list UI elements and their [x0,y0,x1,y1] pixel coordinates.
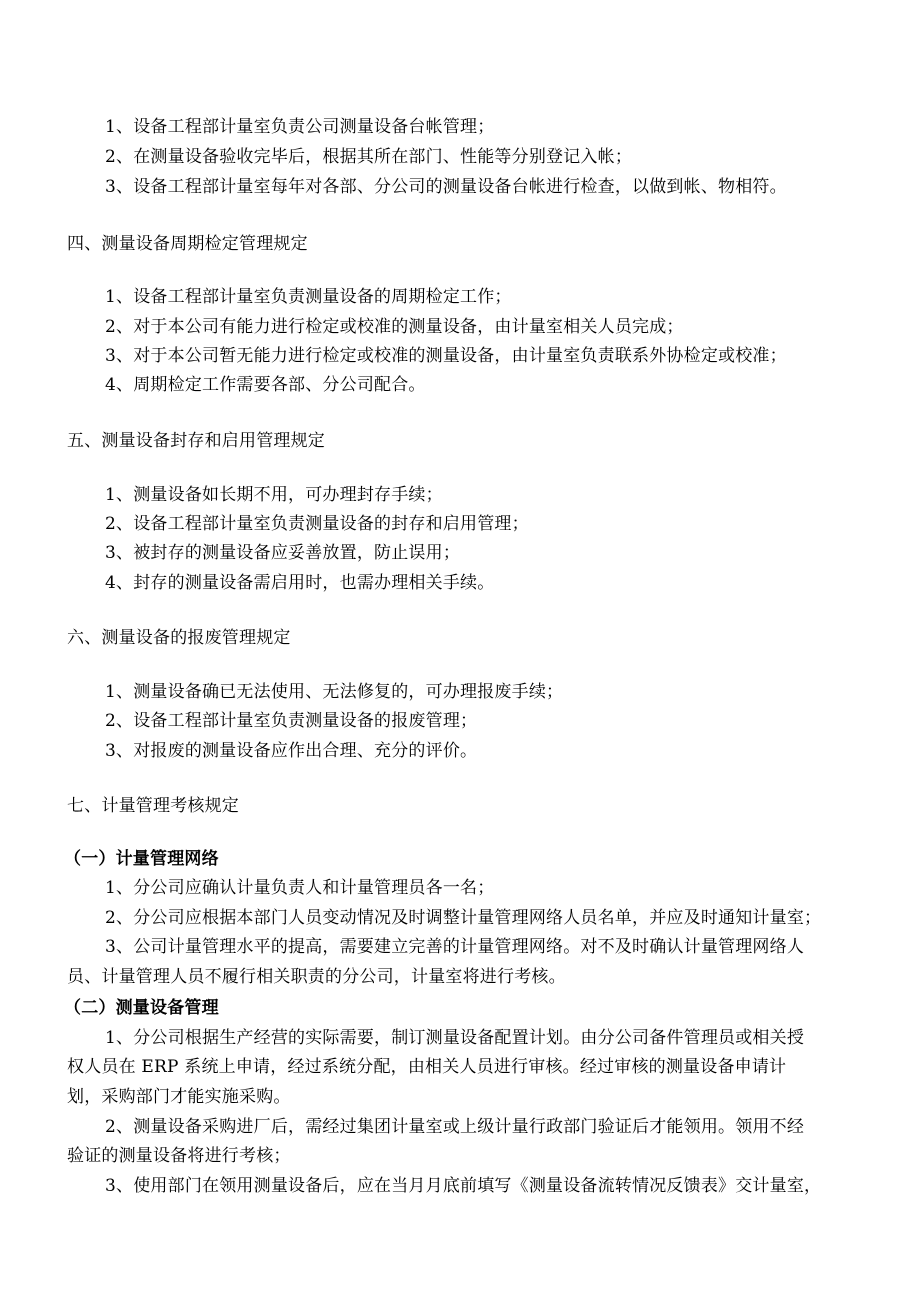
paragraph-line: 1、分公司应确认计量负责人和计量管理员各一名； [105,878,495,898]
paragraph-line: 3、被封存的测量设备应妥善放置，防止误用； [105,543,461,563]
paragraph-line: 2、设备工程部计量室负责测量设备的封存和启用管理； [105,514,529,534]
paragraph-line: 2、在测量设备验收完毕后，根据其所在部门、性能等分别登记入帐； [105,147,633,167]
subsection-heading: （二）测量设备管理 [64,998,219,1018]
paragraph-line: 2、分公司应根据本部门人员变动情况及时调整计量管理网络人员名单，并应及时通知计量室； [105,908,822,928]
section-heading: 五、测量设备封存和启用管理规定 [67,431,325,451]
paragraph-line: 员、计量管理人员不履行相关职责的分公司，计量室将进行考核。 [67,967,566,987]
section-heading: 四、测量设备周期检定管理规定 [67,234,308,254]
paragraph-line: 1、设备工程部计量室负责公司测量设备台帐管理； [105,117,495,137]
paragraph-line: 2、测量设备采购进厂后，需经过集团计量室或上级计量行政部门验证后才能领用。领用不经 [105,1117,805,1137]
paragraph-line: 验证的测量设备将进行考核； [67,1146,291,1166]
subsection-heading: （一）计量管理网络 [64,849,219,869]
paragraph-line: 4、周期检定工作需要各部、分公司配合。 [105,375,426,395]
paragraph-line: 3、设备工程部计量室每年对各部、分公司的测量设备台帐进行检查，以做到帐、物相符。 [105,177,787,197]
paragraph-line: 2、对于本公司有能力进行检定或校准的测量设备，由计量室相关人员完成； [105,317,684,337]
paragraph-line: 3、对报废的测量设备应作出合理、充分的评价。 [105,741,478,761]
paragraph-line: 划，采购部门才能实施采购。 [67,1087,291,1107]
paragraph-line: 1、设备工程部计量室负责测量设备的周期检定工作； [105,287,512,307]
section-heading: 七、计量管理考核规定 [67,796,239,816]
paragraph-line: 3、公司计量管理水平的提高，需要建立完善的计量管理网络。对不及时确认计量管理网络人 [105,937,805,957]
paragraph-line: 3、对于本公司暂无能力进行检定或校准的测量设备，由计量室负责联系外协检定或校准； [105,346,787,366]
section-heading: 六、测量设备的报废管理规定 [67,628,291,648]
paragraph-line: 权人员在 ERP 系统上申请，经过系统分配，由相关人员进行审核。经过审核的测量设备申请计 [67,1057,787,1077]
paragraph-line: 1、测量设备确已无法使用、无法修复的，可办理报废手续； [105,682,564,702]
paragraph-line: 2、设备工程部计量室负责测量设备的报废管理； [105,711,478,731]
paragraph-line: 3、使用部门在领用测量设备后，应在当月月底前填写《测量设备流转情况反馈表》交计量室， [105,1176,822,1196]
paragraph-line: 1、测量设备如长期不用，可办理封存手续； [105,485,443,505]
paragraph-line: 4、封存的测量设备需启用时，也需办理相关手续。 [105,573,495,593]
paragraph-line: 1、分公司根据生产经营的实际需要，制订测量设备配置计划。由分公司备件管理员或相关授 [105,1028,805,1048]
